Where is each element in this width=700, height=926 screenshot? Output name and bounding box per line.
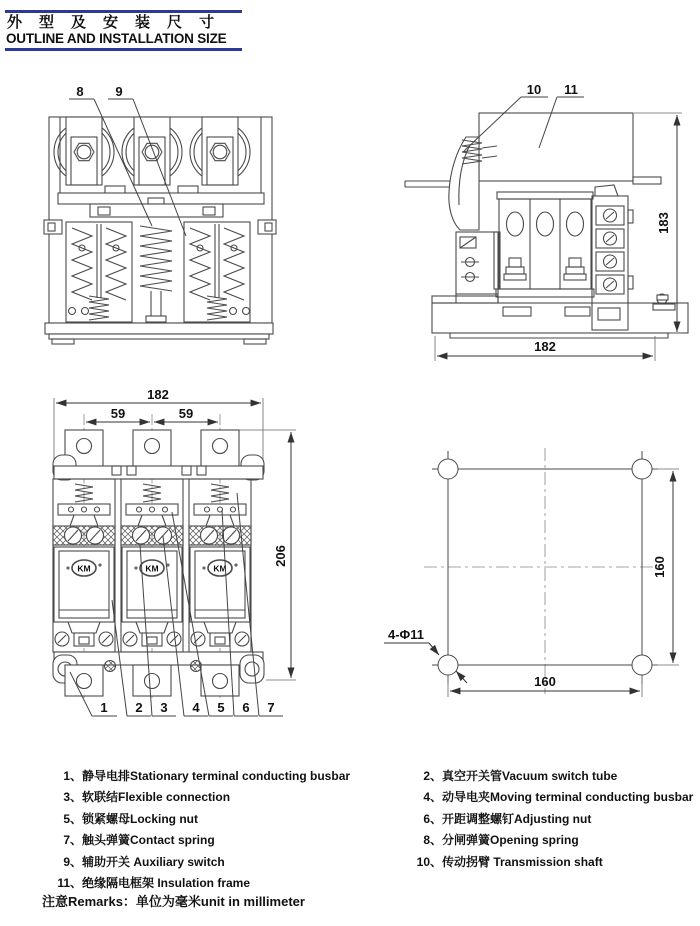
part-label: 分闸弹簧Opening spring — [442, 833, 579, 848]
part-number: 7、 — [63, 833, 82, 848]
front-dimension-drawing — [53, 387, 296, 716]
part-number: 3、 — [63, 790, 82, 805]
page-title-en: OUTLINE AND INSTALLATION SIZE — [6, 31, 227, 46]
parts-item — [408, 766, 700, 787]
part-label: 静导电排Stationary terminal conducting busbar — [82, 769, 351, 783]
callout-2: 2 — [135, 700, 143, 715]
part-number: 10、 — [416, 854, 442, 869]
mount-hole-label: 4-Φ11 — [388, 627, 424, 642]
dim-front-width: 182 — [147, 387, 169, 402]
callout-8: 8 — [76, 84, 84, 99]
part-number: 1、 — [63, 769, 82, 783]
parts-item — [408, 852, 700, 873]
callout-10: 10 — [526, 82, 542, 97]
callout-4: 4 — [192, 700, 200, 715]
tube-logo-3: KM — [213, 563, 227, 574]
callout-9: 9 — [115, 84, 123, 99]
parts-item — [48, 809, 378, 830]
parts-item — [48, 830, 378, 851]
side-view-drawing — [405, 82, 688, 361]
mounting-hole-drawing — [384, 448, 679, 697]
parts-item — [408, 787, 700, 808]
dim-side-width: 182 — [534, 339, 556, 354]
callout-11: 11 — [564, 82, 578, 97]
parts-list-right — [408, 766, 700, 873]
callout-3: 3 — [160, 700, 168, 715]
dim-front-height: 206 — [273, 545, 288, 567]
parts-item — [48, 852, 378, 873]
part-label: 开距调整螺钉Adjusting nut — [442, 811, 592, 826]
title-rule-bottom — [5, 48, 242, 51]
parts-item — [48, 766, 378, 787]
part-number: 8、 — [423, 833, 442, 848]
part-label: 锁紧螺母Locking nut — [82, 811, 198, 826]
part-number: 6、 — [423, 811, 442, 826]
tube-logo-1: KM — [77, 563, 91, 574]
part-label: 传动拐臂 Transmission shaft — [442, 854, 603, 869]
part-number: 2、 — [423, 769, 442, 783]
tube-logo-2: KM — [145, 563, 159, 574]
part-number: 5、 — [63, 811, 82, 826]
callout-1: 1 — [100, 700, 108, 715]
dim-side-height: 183 — [656, 212, 671, 234]
parts-list-left — [48, 766, 378, 894]
remarks: 注意Remarks：单位为毫米unit in millimeter — [42, 894, 305, 909]
part-label: 触头弹簧Contact spring — [82, 833, 215, 848]
title-block — [5, 10, 242, 51]
part-number: 4、 — [423, 790, 442, 805]
callout-7: 7 — [267, 700, 275, 715]
dim-pitch-right: 59 — [178, 406, 194, 421]
part-label: 软联结Flexible connection — [82, 790, 231, 805]
part-number: 11、 — [57, 875, 82, 890]
callout-5: 5 — [217, 700, 225, 715]
dim-mount-height: 160 — [652, 556, 667, 578]
dim-mount-width: 160 — [534, 674, 556, 689]
part-label: 真空开关管Vacuum switch tube — [442, 769, 618, 783]
part-label: 绝缘隔电框架 Insulation frame — [82, 875, 251, 890]
parts-item — [408, 809, 700, 830]
part-number: 9、 — [63, 854, 82, 869]
page-title-zh: 外型及安装尺寸 — [7, 14, 232, 31]
parts-item — [48, 787, 378, 808]
part-label: 动导电夹Moving terminal conducting busbar — [442, 790, 694, 805]
part-label: 辅助开关 Auxiliary switch — [82, 854, 225, 869]
callout-6: 6 — [242, 700, 250, 715]
front-view-drawing — [44, 84, 276, 344]
dim-pitch-left: 59 — [110, 406, 126, 421]
parts-item — [408, 830, 700, 851]
title-rule-top — [5, 10, 242, 13]
